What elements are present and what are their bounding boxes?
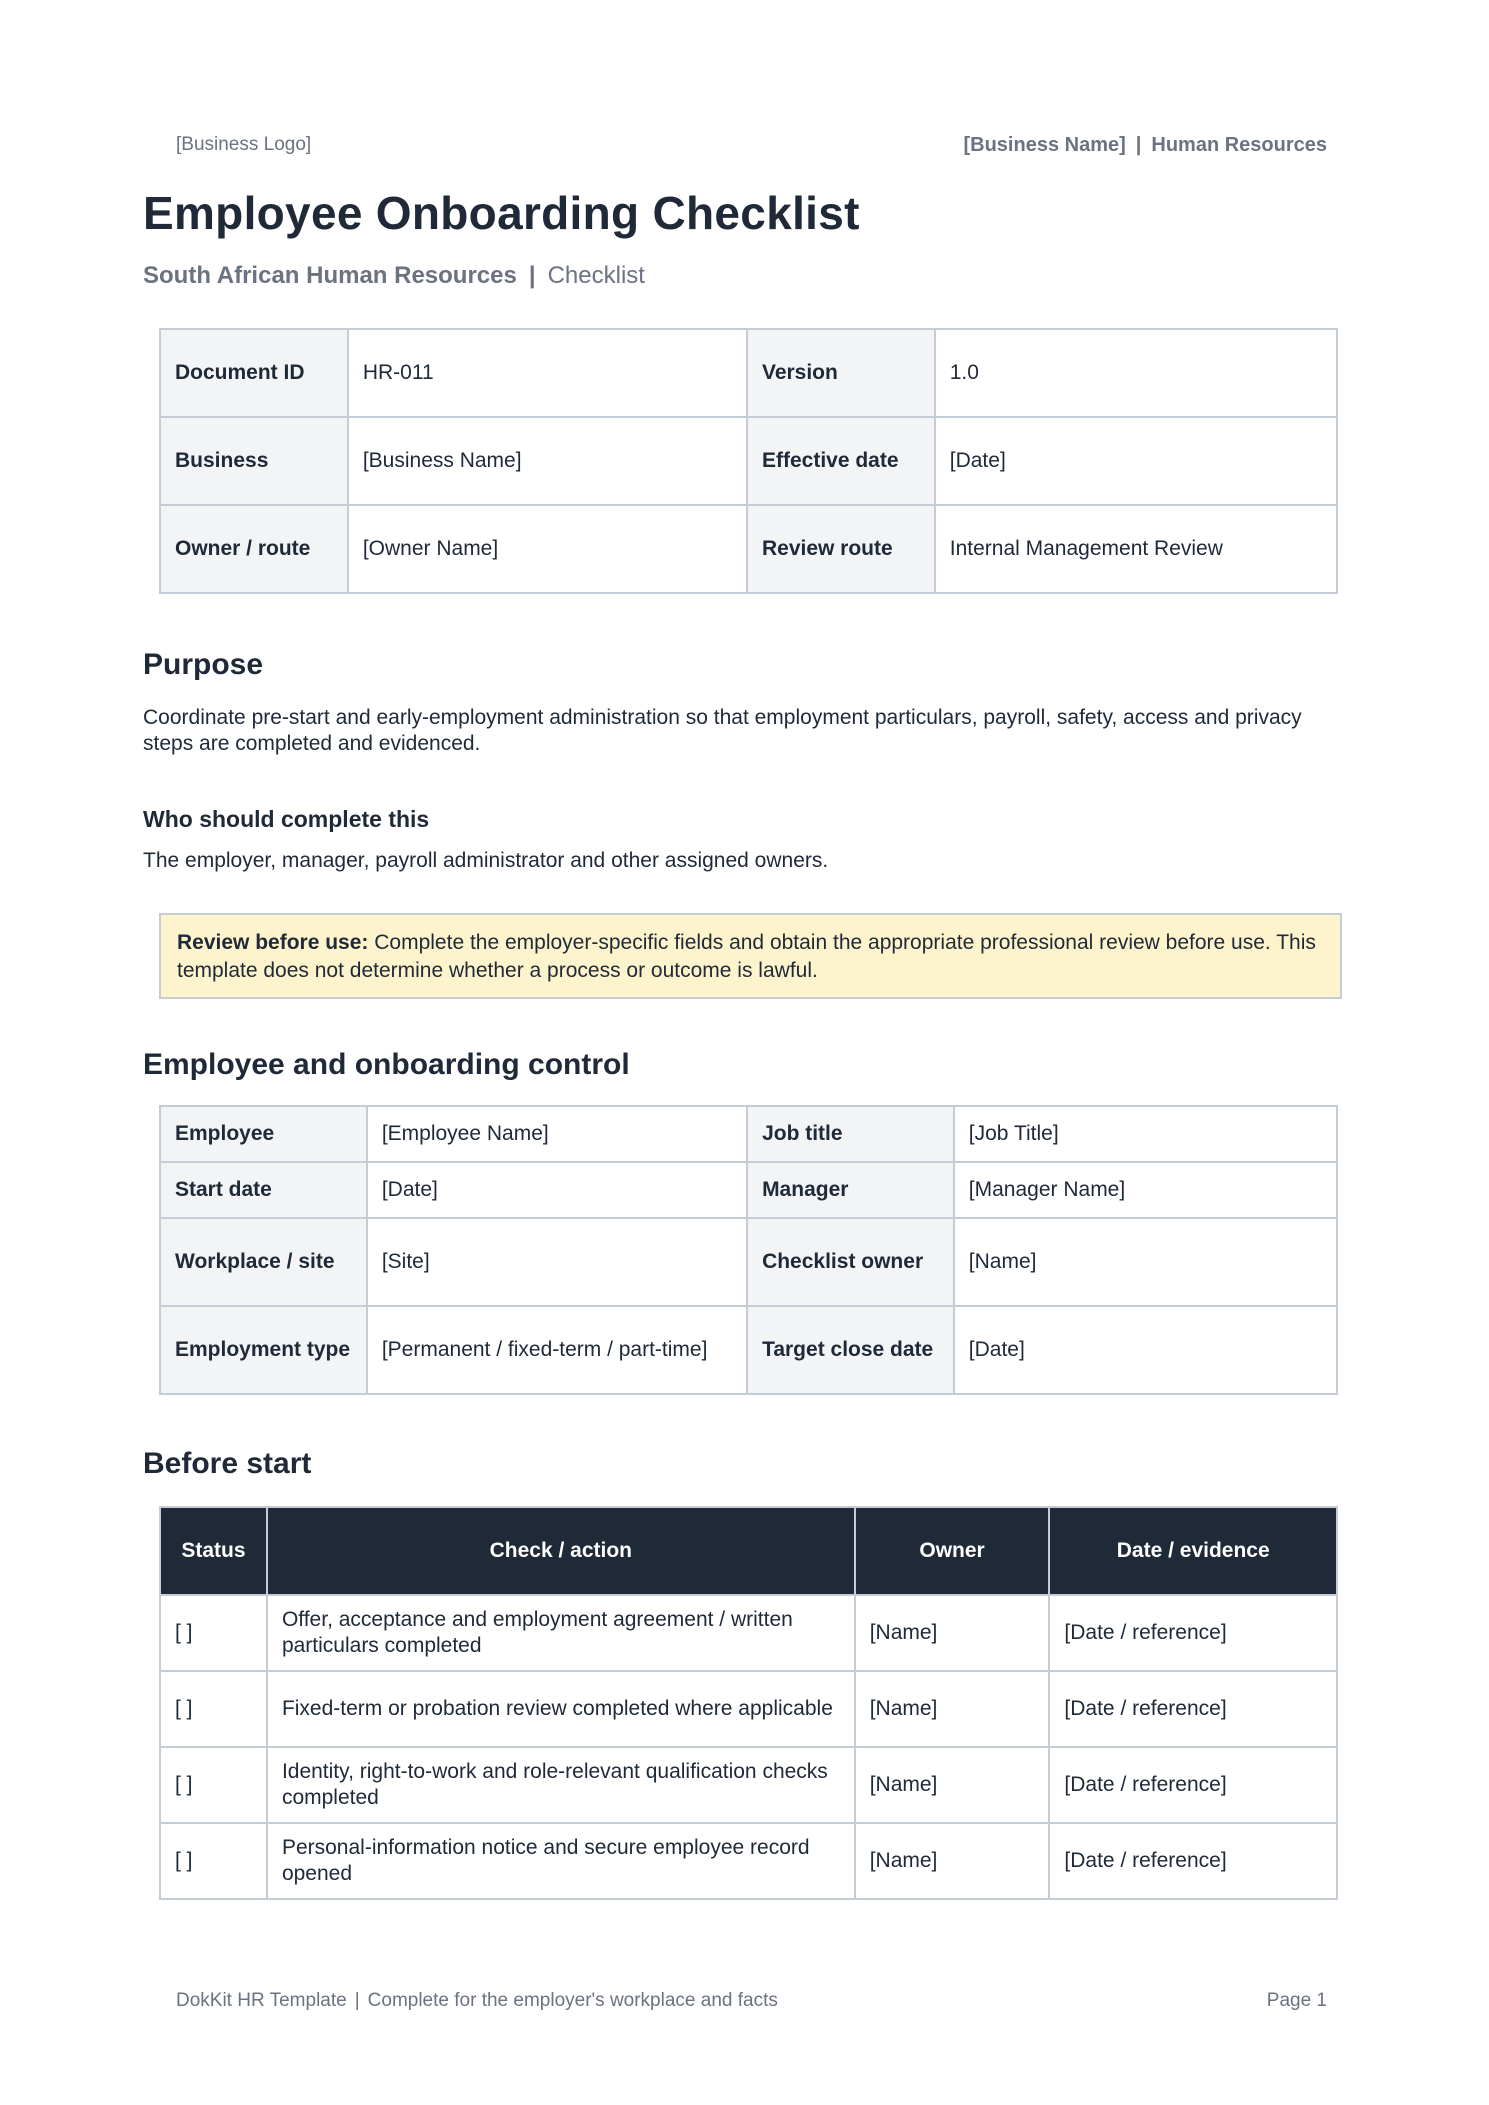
meta-row (160, 329, 1337, 417)
who-heading: Who should complete this (143, 806, 430, 832)
header-department: Human Resources (1151, 134, 1327, 156)
meta-row (160, 505, 1337, 593)
meta-label: Review route (747, 505, 935, 593)
meta-value[interactable]: 1.0 (935, 329, 1337, 417)
meta-value[interactable]: HR-011 (348, 329, 747, 417)
evidence-cell[interactable]: [Date / reference] (1049, 1595, 1337, 1671)
employee-control-table (159, 1105, 1338, 1395)
document-meta-table (159, 328, 1338, 594)
table-row (160, 1823, 1337, 1899)
callout-text: Complete the employer-specific fields and obtain the appropriate professional review before use. This template does not determine whether a process or outcome is lawful. (177, 931, 1316, 982)
subtitle-separator: | (528, 262, 536, 289)
header-separator: | (1135, 134, 1142, 156)
field-label: Checklist owner (747, 1218, 954, 1306)
footer-template-name: DokKit HR Template (176, 1990, 347, 2011)
meta-row (160, 417, 1337, 505)
meta-label: Document ID (160, 329, 348, 417)
status-checkbox[interactable]: [ ] (160, 1747, 267, 1823)
field-value[interactable]: [Date] (367, 1162, 747, 1218)
field-value[interactable]: [Site] (367, 1218, 747, 1306)
table-row (160, 1595, 1337, 1671)
column-header-owner: Owner (855, 1507, 1050, 1595)
meta-label: Business (160, 417, 348, 505)
column-header-status: Status (160, 1507, 267, 1595)
employee-row (160, 1306, 1337, 1394)
action-cell: Identity, right-to-work and role-relevant qualification checks completed (267, 1747, 855, 1823)
field-label: Employee (160, 1106, 367, 1162)
field-value[interactable]: [Name] (954, 1218, 1337, 1306)
table-row (160, 1671, 1337, 1747)
column-header-evidence: Date / evidence (1049, 1507, 1337, 1595)
before-start-heading: Before start (143, 1447, 312, 1480)
page-number: Page 1 (1266, 1990, 1327, 2011)
document-title: Employee Onboarding Checklist (143, 187, 860, 239)
meta-label: Effective date (747, 417, 935, 505)
meta-label: Version (747, 329, 935, 417)
table-header-row (160, 1507, 1337, 1595)
field-label: Start date (160, 1162, 367, 1218)
review-callout (159, 913, 1342, 999)
owner-cell[interactable]: [Name] (855, 1747, 1050, 1823)
field-label: Job title (747, 1106, 954, 1162)
header-business-info (963, 134, 1327, 157)
employee-row (160, 1162, 1337, 1218)
owner-cell[interactable]: [Name] (855, 1823, 1050, 1899)
purpose-text: Coordinate pre-start and early-employment administration so that employment particulars, payroll, safety, access and privacy steps are completed and evidenced. (143, 706, 1302, 755)
action-cell: Offer, acceptance and employment agreement / written particulars completed (267, 1595, 855, 1671)
employee-section-heading: Employee and onboarding control (143, 1048, 630, 1081)
header-business-name: [Business Name] (963, 134, 1126, 156)
employee-row (160, 1106, 1337, 1162)
column-header-action: Check / action (267, 1507, 855, 1595)
subtitle-main: South African Human Resources (143, 262, 517, 289)
owner-cell[interactable]: [Name] (855, 1595, 1050, 1671)
status-checkbox[interactable]: [ ] (160, 1671, 267, 1747)
purpose-heading: Purpose (143, 648, 264, 681)
meta-value[interactable]: [Owner Name] (348, 505, 747, 593)
field-label: Target close date (747, 1306, 954, 1394)
meta-value[interactable]: [Date] (935, 417, 1337, 505)
before-start-table (159, 1506, 1338, 1900)
field-label: Manager (747, 1162, 954, 1218)
subtitle-type: Checklist (547, 262, 645, 289)
field-label: Employment type (160, 1306, 367, 1394)
employee-row (160, 1218, 1337, 1306)
who-text: The employer, manager, payroll administrator and other assigned owners. (143, 849, 829, 872)
field-value[interactable]: [Date] (954, 1306, 1337, 1394)
status-checkbox[interactable]: [ ] (160, 1595, 267, 1671)
document-subtitle (143, 262, 645, 290)
meta-value[interactable]: [Business Name] (348, 417, 747, 505)
field-value[interactable]: [Manager Name] (954, 1162, 1337, 1218)
footer-separator: | (354, 1990, 360, 2011)
footer-note (176, 1990, 778, 2012)
table-row (160, 1747, 1337, 1823)
evidence-cell[interactable]: [Date / reference] (1049, 1671, 1337, 1747)
action-cell: Fixed-term or probation review completed where applicable (267, 1671, 855, 1747)
footer-text: Complete for the employer's workplace and facts (367, 1990, 778, 2011)
callout-lead: Review before use: (177, 931, 369, 954)
field-value[interactable]: [Job Title] (954, 1106, 1337, 1162)
evidence-cell[interactable]: [Date / reference] (1049, 1823, 1337, 1899)
action-cell: Personal-information notice and secure employee record opened (267, 1823, 855, 1899)
evidence-cell[interactable]: [Date / reference] (1049, 1747, 1337, 1823)
meta-label: Owner / route (160, 505, 348, 593)
meta-value[interactable]: Internal Management Review (935, 505, 1337, 593)
business-logo-placeholder: [Business Logo] (176, 134, 312, 155)
owner-cell[interactable]: [Name] (855, 1671, 1050, 1747)
field-value[interactable]: [Employee Name] (367, 1106, 747, 1162)
field-label: Workplace / site (160, 1218, 367, 1306)
status-checkbox[interactable]: [ ] (160, 1823, 267, 1899)
field-value[interactable]: [Permanent / fixed-term / part-time] (367, 1306, 747, 1394)
